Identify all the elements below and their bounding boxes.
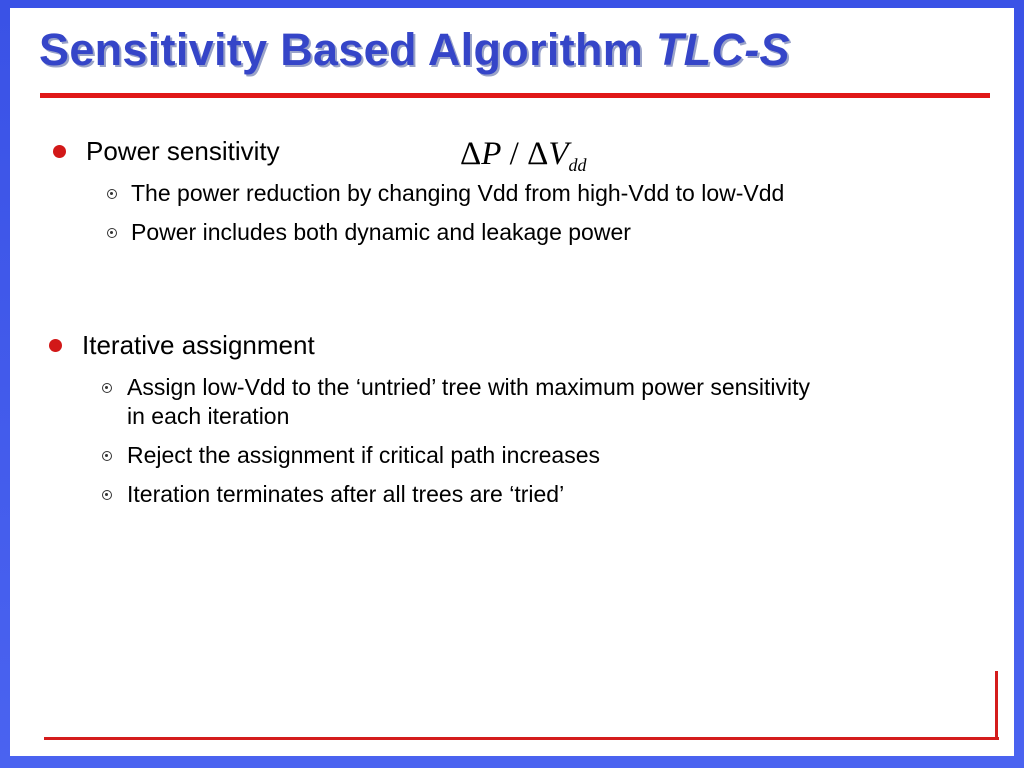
footer-rule-horizontal xyxy=(44,737,999,740)
formula-divider: / xyxy=(501,136,528,172)
slide-title xyxy=(39,24,790,76)
slide-title-emphasis: TLC-S xyxy=(655,24,790,75)
footer-rule-vertical xyxy=(995,671,998,740)
formula-p: P xyxy=(481,136,502,172)
circled-dot-icon xyxy=(102,490,112,500)
power-sensitivity-formula xyxy=(460,136,586,176)
title-underline xyxy=(40,93,990,98)
point-assign-low-vdd-continued: in each iteration xyxy=(127,403,290,429)
section-heading-iterative-assignment: Iterative assignment xyxy=(82,330,315,360)
point-iteration-terminates: Iteration terminates after all trees are ‘tried’ xyxy=(127,481,565,507)
formula-v: V xyxy=(548,136,569,172)
section-heading-power-sensitivity: Power sensitivity xyxy=(86,136,280,166)
circled-dot-icon xyxy=(102,383,112,393)
bullet-dot-icon xyxy=(53,145,66,158)
point-power-reduction: The power reduction by changing Vdd from high-Vdd to low-Vdd xyxy=(131,180,785,206)
point-power-includes: Power includes both dynamic and leakage power xyxy=(131,219,631,245)
circled-dot-icon xyxy=(107,228,117,238)
slide xyxy=(10,8,1014,756)
formula-subscript: dd xyxy=(568,155,587,175)
point-assign-low-vdd: Assign low-Vdd to the ‘untried’ tree with maximum power sensitivity xyxy=(127,374,811,400)
formula-delta: Δ xyxy=(460,136,482,172)
point-reject-assignment: Reject the assignment if critical path increases xyxy=(127,442,600,468)
circled-dot-icon xyxy=(107,189,117,199)
formula-delta: Δ xyxy=(527,136,549,172)
bullet-dot-icon xyxy=(49,339,62,352)
circled-dot-icon xyxy=(102,451,112,461)
slide-title-main: Sensitivity Based Algorithm xyxy=(39,24,656,75)
